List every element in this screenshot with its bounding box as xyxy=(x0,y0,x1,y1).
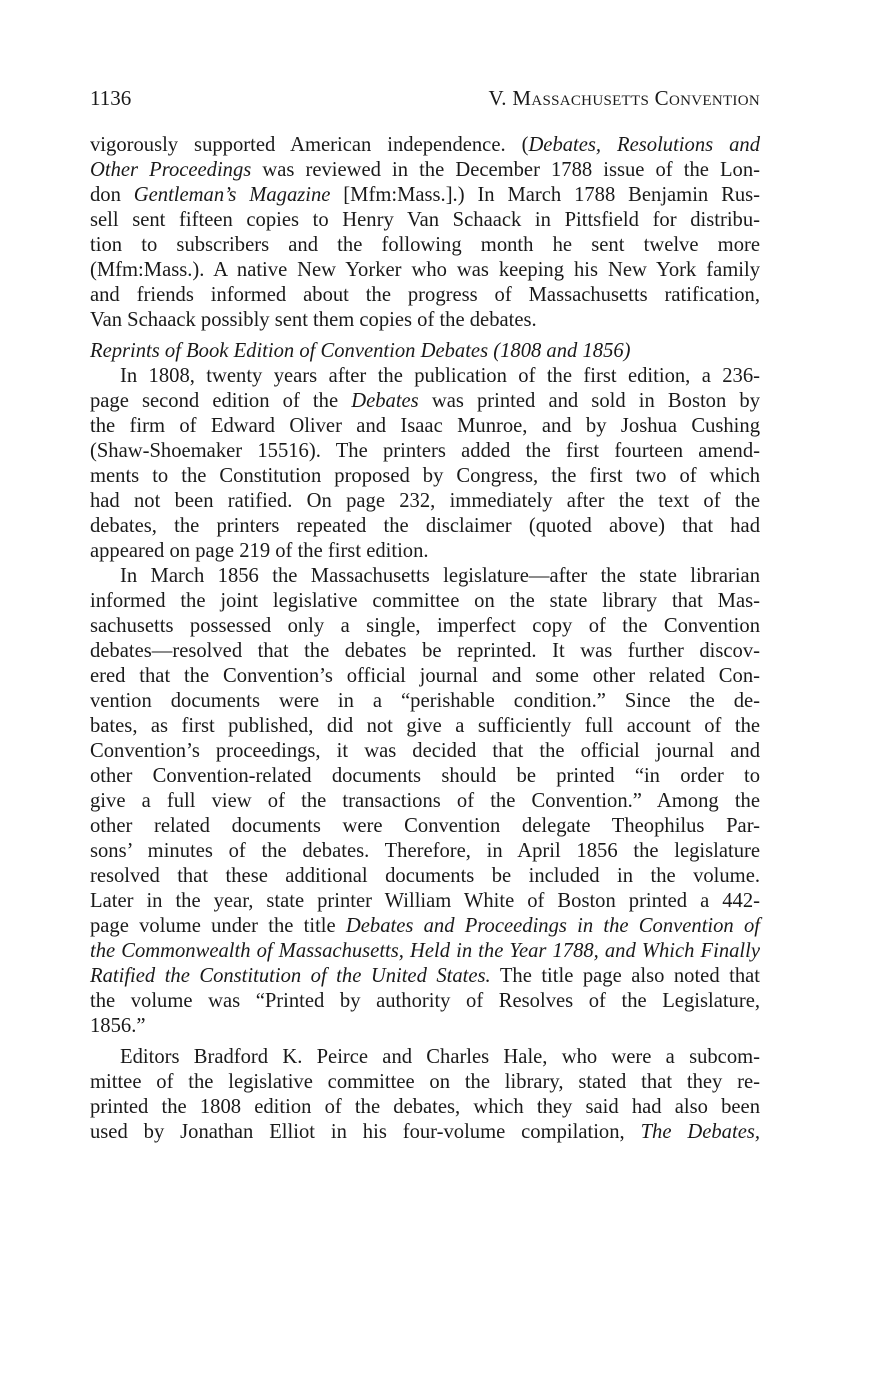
text-segment: the firm of Edward Oliver and Isaac Munroe, and by Joshua Cushing xyxy=(90,415,760,437)
text-segment: 1856.” xyxy=(90,1015,146,1037)
text-segment: was printed and sold in Boston by xyxy=(418,390,761,412)
text-line xyxy=(90,739,760,764)
text-segment: was reviewed in the December 1788 issue of the Lon- xyxy=(251,159,760,181)
text-segment: vigorously supported American independence. ( xyxy=(90,134,529,156)
text-line xyxy=(90,308,760,333)
text-line xyxy=(90,564,760,589)
text-segment: vention documents were in a “perishable condition.” Since the de- xyxy=(90,690,760,712)
text-line xyxy=(90,514,760,539)
text-segment: don xyxy=(90,184,134,206)
paragraph-2 xyxy=(90,364,760,564)
text-line xyxy=(90,764,760,789)
text-segment: debates, the printers repeated the disclaimer (quoted above) that had xyxy=(90,515,760,537)
text-line xyxy=(90,589,760,614)
text-segment: other Convention-related documents should be printed “in order to xyxy=(90,765,760,787)
text-segment: (Mfm:Mass.). A native New Yorker who was keeping his New York family xyxy=(90,259,760,281)
text-line xyxy=(90,814,760,839)
text-segment: ered that the Convention’s official journal and some other related Con- xyxy=(90,665,760,687)
text-segment: printed the 1808 edition of the debates, which they said had also been xyxy=(90,1096,760,1118)
text-segment: Van Schaack possibly sent them copies of the debates. xyxy=(90,309,537,331)
text-segment: In March 1856 the Massachusetts legislature—after the state librarian xyxy=(120,565,760,587)
text-segment: sell sent fifteen copies to Henry Van Schaack in Pittsfield for distribu- xyxy=(90,209,760,231)
text-line xyxy=(90,689,760,714)
text-segment: debates—resolved that the debates be reprinted. It was further discov- xyxy=(90,640,760,662)
paragraph-3 xyxy=(90,564,760,1039)
paragraph-1 xyxy=(90,133,760,333)
text-segment: used by Jonathan Elliot in his four-volume compilation, xyxy=(90,1121,641,1143)
italic-text: Ratified the Constitution of the United States. xyxy=(90,965,491,987)
italic-text: Debates and Proceedings in the Convention of xyxy=(345,915,760,937)
text-line xyxy=(90,539,760,564)
text-segment: tion to subscribers and the following month he sent twelve more xyxy=(90,234,760,256)
text-line xyxy=(90,1070,760,1095)
text-line xyxy=(90,414,760,439)
text-segment: other related documents were Convention delegate Theophilus Par- xyxy=(90,815,760,837)
body-text xyxy=(90,133,760,1145)
italic-text: Debates xyxy=(351,390,419,412)
text-line xyxy=(90,614,760,639)
text-line xyxy=(90,364,760,389)
paragraph-4 xyxy=(90,1045,760,1145)
text-segment: bates, as first published, did not give a sufficiently full account of the xyxy=(90,715,760,737)
text-line xyxy=(90,489,760,514)
text-segment: mittee of the legislative committee on the library, stated that they re- xyxy=(90,1071,760,1093)
text-line xyxy=(90,789,760,814)
italic-text: Other Proceedings xyxy=(90,159,252,181)
text-segment: the volume was “Printed by authority of Resolves of the Legislature, xyxy=(90,990,760,1012)
text-segment: The title page also noted that xyxy=(490,965,760,987)
text-line xyxy=(90,233,760,258)
text-line xyxy=(90,464,760,489)
text-line xyxy=(90,714,760,739)
italic-text: the Commonwealth of Massachusetts, Held in the Year 1788, and Which Finally xyxy=(90,940,760,962)
text-segment: give a full view of the transactions of the Convention.” Among the xyxy=(90,790,760,812)
running-title: V. Massachusetts Convention xyxy=(488,86,760,110)
text-segment: had not been ratified. On page 232, immediately after the text of the xyxy=(90,490,760,512)
text-segment: (Shaw-Shoemaker 15516). The printers added the first fourteen amend- xyxy=(90,440,760,462)
text-line xyxy=(90,208,760,233)
text-line xyxy=(90,964,760,989)
text-segment: ments to the Constitution proposed by Congress, the first two of which xyxy=(90,465,760,487)
text-line xyxy=(90,639,760,664)
text-segment: informed the joint legislative committee on the state library that Mas- xyxy=(90,590,760,612)
text-segment: appeared on page 219 of the first edition. xyxy=(90,540,429,562)
italic-text: The Debates, xyxy=(640,1121,760,1143)
text-line xyxy=(90,839,760,864)
text-line xyxy=(90,989,760,1014)
text-segment: and friends informed about the progress of Massachusetts ratification, xyxy=(90,284,760,306)
text-segment: [Mfm:Mass.].) In March 1788 Benjamin Rus- xyxy=(330,184,760,206)
italic-text: Debates, Resolutions and xyxy=(528,134,760,156)
text-line xyxy=(90,889,760,914)
text-line xyxy=(90,158,760,183)
text-segment: In 1808, twenty years after the publication of the first edition, a 236- xyxy=(120,365,760,387)
text-line xyxy=(90,1045,760,1070)
text-line xyxy=(90,1095,760,1120)
page-number: 1136 xyxy=(90,86,132,110)
text-segment: Later in the year, state printer William White of Boston printed a 442- xyxy=(90,890,760,912)
text-line xyxy=(90,439,760,464)
text-segment: sons’ minutes of the debates. Therefore, in April 1856 the legislature xyxy=(90,840,760,862)
text-line xyxy=(90,1120,760,1145)
text-line xyxy=(90,183,760,208)
text-line xyxy=(90,939,760,964)
page-header xyxy=(90,84,760,112)
text-line xyxy=(90,664,760,689)
text-line xyxy=(90,914,760,939)
text-line xyxy=(90,283,760,308)
text-segment: resolved that these additional documents be included in the volume. xyxy=(90,865,760,887)
text-line xyxy=(90,133,760,158)
text-line xyxy=(90,1014,760,1039)
section-heading: Reprints of Book Edition of Convention Debates (1808 and 1856) xyxy=(90,340,631,362)
text-segment: page second edition of the xyxy=(90,390,352,412)
text-segment: Editors Bradford K. Peirce and Charles Hale, who were a subcom- xyxy=(120,1046,760,1068)
text-line xyxy=(90,864,760,889)
italic-text: Gentleman’s Magazine xyxy=(133,184,331,206)
text-line xyxy=(90,258,760,283)
text-segment: Convention’s proceedings, it was decided that the official journal and xyxy=(90,740,760,762)
text-segment: page volume under the title xyxy=(90,915,346,937)
text-line xyxy=(90,389,760,414)
text-segment: sachusetts possessed only a single, imperfect copy of the Convention xyxy=(90,615,760,637)
